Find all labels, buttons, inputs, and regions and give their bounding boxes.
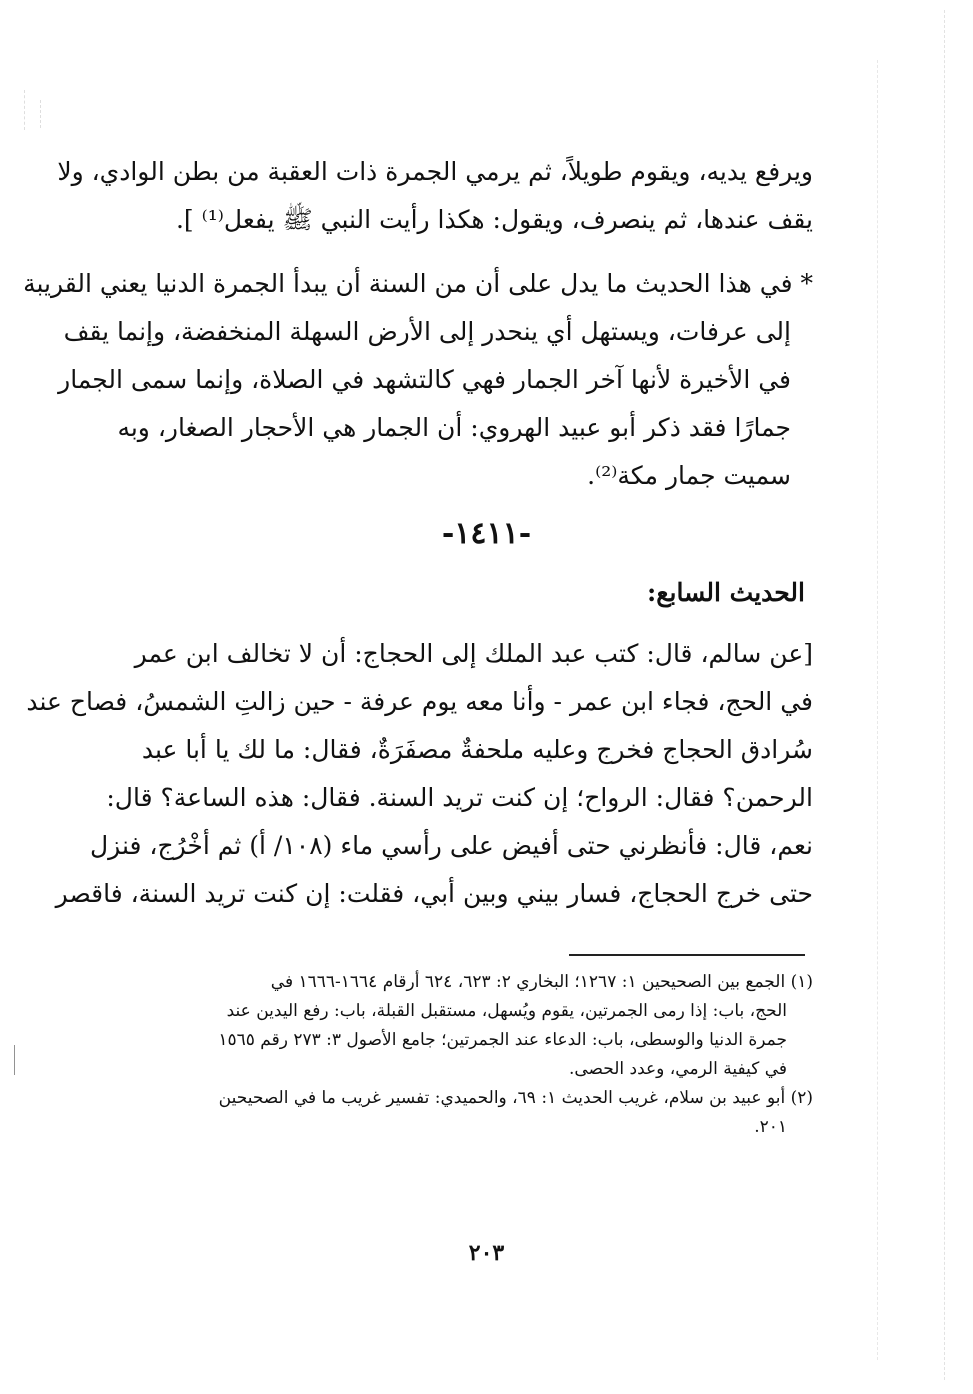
footnote-line: (٢) أبو عبيد بن سلام، غريب الحديث ١: ٦٩، والحميدي: تفسير غريب ما في الصحيحين (218, 1088, 813, 1108)
text-line: حتى خرج الحجاج، فسار بيني وبين أبي، فقلت: إن كنت تريد السنة، فاقصر (55, 879, 813, 908)
scan-artifact (944, 10, 945, 1380)
text-line: يقف عندها، ثم ينصرف، ويقول: هكذا رأيت النبي ﷺ يفعل⁽¹⁾ ]. (175, 205, 813, 234)
footnote-line: في كيفية الرمي، وعدد الحصى. (568, 1059, 787, 1079)
hadith-paragraph (26, 630, 813, 918)
footnote-separator (569, 954, 805, 956)
text-line: في الحج، فجاء ابن عمر - وأنا معه يوم عرفة - حين زالتِ الشمسُ، فصاح عند (26, 687, 813, 716)
scan-artifact (24, 90, 25, 130)
text-line: سُرادق الحجاج فخرج وعليه ملحفةٌ مصفَرَةٌ، فقال: ما لك يا أبا عبد (141, 735, 813, 764)
text-line: إلى عرفات، ويستهل أي ينحدر إلى الأرض السهلة المنخفضة، وإنما يقف (63, 317, 791, 346)
footnote (113, 1084, 813, 1142)
page-number: ٢٠٣ (468, 1240, 505, 1266)
footnote-line: ٢٠١. (754, 1117, 787, 1137)
text-line: نعم، قال: فأنظرني حتى أفيض على رأسي ماء (١٠٨/ أ) ثم أخْرُج، فنزل (90, 831, 813, 860)
text-line: ويرفع يديه، ويقوم طويلاً، ثم يرمي الجمرة ذات العقبة من بطن الوادي، ولا (57, 157, 813, 186)
text-line: سميت جمار مكة⁽²⁾. (587, 461, 791, 490)
scan-artifact (14, 1045, 15, 1075)
scan-artifact (40, 100, 41, 128)
text-line: الرحمن؟ فقال: الرواح؛ إن كنت تريد السنة. فقال: هذه الساعة؟ قال: (106, 783, 813, 812)
hadith-number-heading: -١٤١١- (441, 516, 532, 551)
footnote-line: الحج، باب: إذا رمى الجمرتين، يقوم ويُسهل، مستقبل القبلة، باب: رفع اليدين عند (226, 1001, 787, 1021)
text-line: جمارًا فقد ذكر أبو عبيد الهروي: أن الجمار هي الأحجار الصغار، وبه (117, 413, 791, 442)
section-subheading: الحديث السابع: (646, 578, 805, 607)
footnote-line: (١) الجمع بين الصحيحين ١: ١٢٦٧؛ البخاري ٢: ٦٢٣، ٦٢٤ أرقام ١٦٦٤-١٦٦٦ في (270, 972, 813, 992)
text-line: في الأخيرة لأنها آخر الجمار فهي كالتشهد في الصلاة، وإنما سمى الجمار (58, 365, 791, 394)
scan-artifact (877, 60, 878, 1360)
commentary-paragraph (23, 260, 813, 500)
footnotes (113, 968, 813, 1142)
footnote-line: جمرة الدنيا والوسطى، باب: الدعاء عند الجمرتين؛ جامع الأصول ٣: ٢٧٣ رقم ١٥٦٥ (218, 1030, 787, 1050)
text-line: [عن سالم، قال: كتب عبد الملك إلى الحجاج: أن لا تخالف ابن عمر (134, 639, 813, 668)
footnote (113, 968, 813, 1084)
paragraph-continuation (57, 148, 813, 244)
text-line: * في هذا الحديث ما يدل على أن من السنة أن يبدأ الجمرة الدنيا يعني القريبة (23, 269, 813, 298)
